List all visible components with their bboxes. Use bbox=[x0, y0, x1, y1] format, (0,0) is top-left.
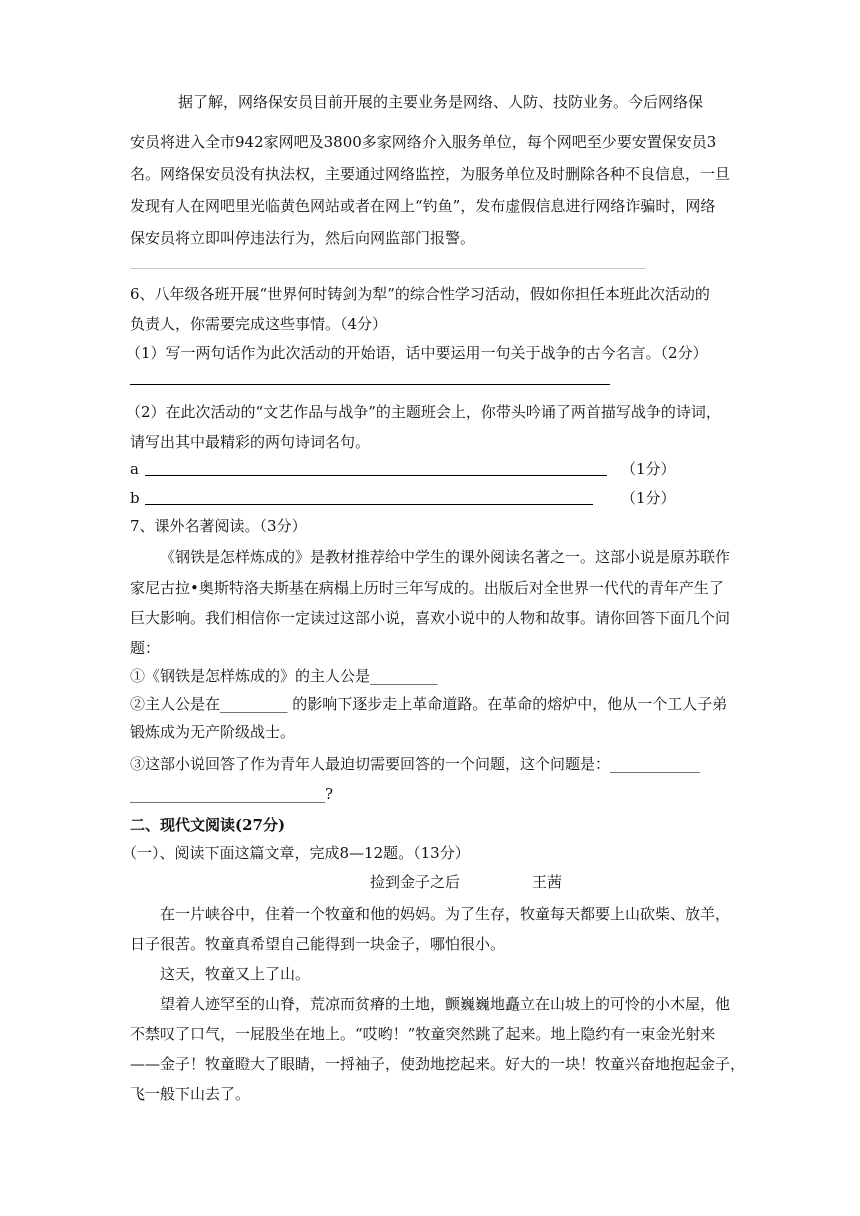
q7-item-3b: __________________________? bbox=[130, 785, 334, 803]
article-p3-line-2: 不禁叹了口气，一屁股坐在地上。“哎哟！”牧童突然跳了起来。地上隐约有一束金光射来 bbox=[130, 1025, 716, 1043]
section-heading: 二、现代文阅读(27分) bbox=[130, 816, 286, 834]
section-subheading: （一）、阅读下面这篇文章，完成8—12题。（13分） bbox=[122, 844, 470, 862]
article-p3-line-4: 飞一般下山去了。 bbox=[130, 1085, 251, 1103]
blank-b-line bbox=[145, 504, 593, 505]
article-p3-line-1: 望着人迹罕至的山脊，荒凉而贫瘠的土地，颤巍巍地矗立在山坡上的可怜的小木屋，他 bbox=[160, 995, 731, 1013]
article-p1-line-2: 日子很苦。牧童真希望自己能得到一块金子，哪怕很小。 bbox=[130, 935, 506, 953]
q6-line-1: 6、八年级各班开展“世界何时铸剑为犁”的综合性学习活动，假如你担任本班此次活动的 bbox=[130, 285, 710, 303]
q7-item-1: ①《钢铁是怎样炼成的》的主人公是_________ bbox=[130, 667, 438, 685]
blank-a-line bbox=[145, 475, 607, 476]
q6-sub1: （1）写一两句话作为此次活动的开始语，话中要运用一句关于战争的古今名言。（2分） bbox=[126, 344, 708, 362]
q6-sub2-line-1: （2）在此次活动的“文艺作品与战争”的主题班会上，你带头吟诵了两首描写战争的诗词， bbox=[126, 403, 721, 421]
article-p3-line-3: ——金子！牧童瞪大了眼睛，一捋袖子，使劲地挖起来。好大的一块！牧童兴奋地抱起金子， bbox=[130, 1055, 746, 1073]
q6-line-2: 负责人，你需要完成这些事情。（4分） bbox=[130, 315, 388, 333]
q6-sub1-answer-line bbox=[130, 384, 610, 385]
passage-line-4: 发现有人在网吧里光临黄色网站或者在网上“钓鱼”，发布虚假信息进行网络诈骗时，网络 bbox=[130, 197, 716, 215]
blank-a-label: a bbox=[130, 460, 139, 478]
article-p1-line-1: 在一片峡谷中，住着一个牧童和他的妈妈。为了生存，牧童每天都要上山砍柴、放羊， bbox=[160, 905, 731, 923]
blank-b-score: （1分） bbox=[621, 489, 676, 507]
q7-title: 7、课外名著阅读。（3分） bbox=[130, 517, 307, 535]
q7-item-2b: 锻炼成为无产阶级战士。 bbox=[130, 723, 296, 741]
article-title: 捡到金子之后 bbox=[370, 873, 461, 891]
passage-line-3: 名。网络保安员没有执法权，主要通过网络监控，为服务单位及时删除各种不良信息，一旦 bbox=[130, 165, 731, 183]
passage-line-1: 据了解，网络保安员目前开展的主要业务是网络、人防、技防业务。今后网络保 bbox=[178, 93, 704, 111]
q6-sub2-line-2: 请写出其中最精彩的两句诗词名句。 bbox=[130, 433, 371, 451]
q7-intro-line-2: 家尼古拉•奥斯特洛夫斯基在病榻上历时三年写成的。出版后对全世界一代代的青年产生了 bbox=[130, 579, 724, 597]
blank-b-label: b bbox=[130, 489, 140, 507]
passage-line-5: 保安员将立即叫停违法行为，然后向网监部门报警。 bbox=[130, 229, 476, 247]
q7-intro-line-4: 题： bbox=[130, 639, 161, 657]
passage-line-2: 安员将进入全市942家网吧及3800多家网络介入服务单位，每个网吧至少要安置保安员3 bbox=[130, 133, 717, 151]
q7-item-3a: ③这部小说回答了作为青年人最迫切需要回答的一个问题，这个问题是：____________ bbox=[130, 755, 701, 773]
blank-a-score: （1分） bbox=[621, 460, 676, 478]
q7-intro-line-1: 《钢铁是怎样炼成的》是教材推荐给中学生的课外阅读名著之一。这部小说是原苏联作 bbox=[160, 548, 731, 566]
section-divider bbox=[130, 268, 646, 269]
q7-intro-line-3: 巨大影响。我们相信你一定读过这部小说，喜欢小说中的人物和故事。请你回答下面几个问 bbox=[130, 609, 731, 627]
q7-item-2a: ②主人公是在_________ 的影响下逐步走上革命道路。在革命的熔炉中，他从一个工人子弟 bbox=[130, 695, 728, 713]
article-author: 王茜 bbox=[532, 873, 563, 891]
article-p2-line-1: 这天，牧童又上了山。 bbox=[160, 965, 311, 983]
